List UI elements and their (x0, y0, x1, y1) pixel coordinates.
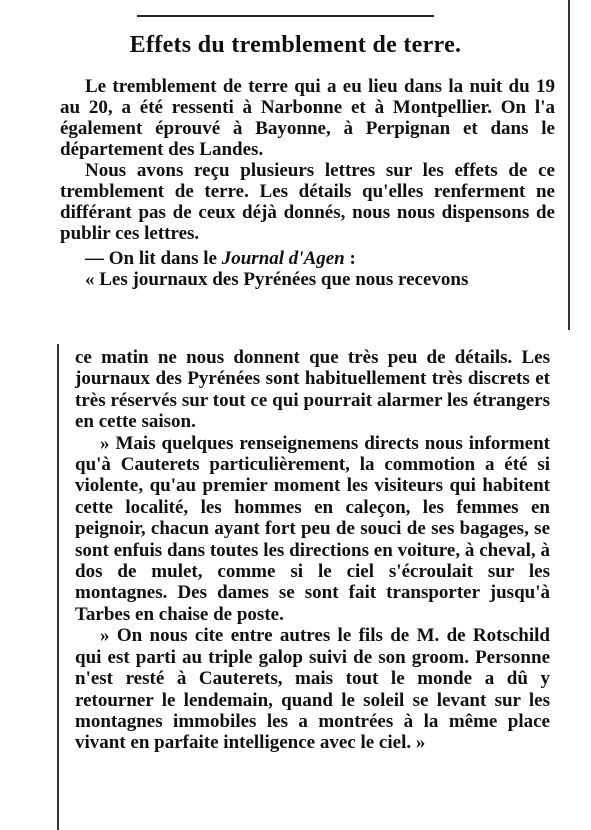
article-column-1 (60, 76, 555, 290)
article-column-2 (75, 347, 550, 754)
paragraph: ce matin ne nous donnent que très peu de détails. Les journaux des Pyrénées sont habituellement très discrets et très réservés sur tout ce qui pourrait alarmer les étrangers en cette saison. (75, 347, 550, 433)
source-intro: — On lit dans le (85, 248, 222, 269)
journal-name: Journal d'Agen (221, 248, 345, 269)
article-title: Effets du tremblement de terre. (129, 32, 462, 58)
top-rule (137, 15, 434, 17)
column-divider-left (57, 344, 59, 830)
paragraph: » Mais quelques renseignemens directs nous informent qu'à Cauterets particulièrement, la commotion a été si violente, qu'au premier moment les visiteurs qui habitent cette localité, les hommes en caleçon, les femmes en peignoir, chacun ayant fort peu de souci de ses bagages, se sont enfuis dans toutes les directions en voiture, à cheval, à dos de mulet, comme si le ciel s'écroulait sur les montagnes. Des dames se sont fait transporter jusqu'à Tarbes en chaise de poste. (75, 432, 550, 625)
paragraph-source (60, 248, 555, 269)
paragraph: Nous avons reçu plusieurs lettres sur les effets de ce tremblement de terre. Les détails qu'elles renferment ne différant pas de ceux déjà donnés, nous nous dispensons de publir ces lettres. (60, 160, 555, 244)
paragraph: Le tremblement de terre qui a eu lieu dans la nuit du 19 au 20, a été ressenti à Narbonne et à Montpellier. On l'a également éprouvé à Bayonne, à Perpignan et dans le département des Landes. (60, 76, 555, 160)
paragraph: » On nous cite entre autres le fils de M. de Rotschild qui est parti au triple galop suivi de son groom. Personne n'est resté à Cauterets, mais tout le monde a dû y retourner le lendemain, quand le soleil se levant sur les montagnes immobiles les a montrées à la même place vivant en parfaite intelligence avec le ciel. » (75, 625, 550, 754)
paragraph-quote-start: « Les journaux des Pyrénées que nous recevons (85, 269, 469, 290)
source-colon: : (344, 248, 356, 269)
